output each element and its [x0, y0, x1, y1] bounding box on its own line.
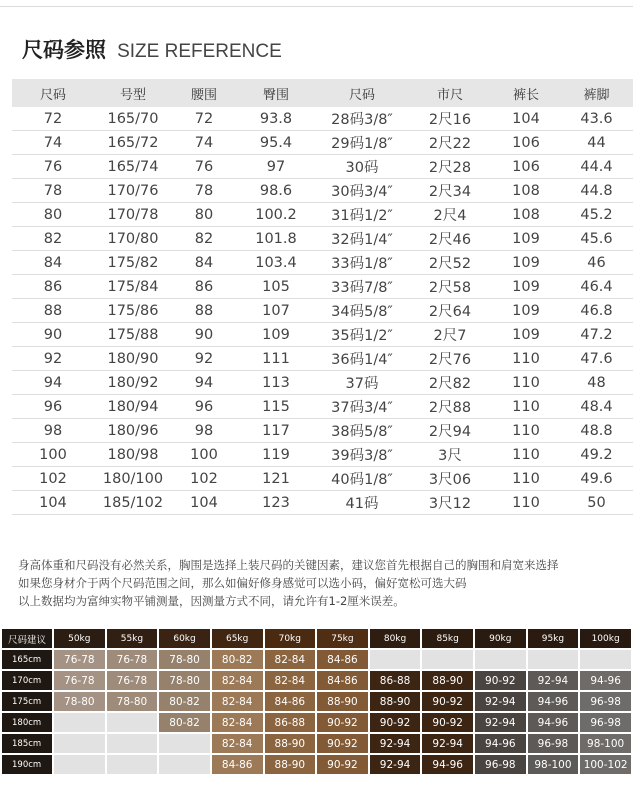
table-cell: 96	[172, 395, 236, 419]
size-cell: 90-92	[475, 671, 526, 690]
size-cell: 80-82	[159, 692, 210, 711]
table-cell: 90	[12, 323, 94, 347]
table-row	[12, 371, 633, 395]
table-cell: 82	[172, 227, 236, 251]
height-label: 175cm	[2, 692, 52, 711]
size-cell: 88-90	[265, 755, 316, 774]
table-cell: 117	[236, 419, 316, 443]
table-cell: 110	[492, 467, 560, 491]
table-row	[12, 251, 633, 275]
table-row	[12, 179, 633, 203]
height-label: 180cm	[2, 713, 52, 732]
size-cell: 90-92	[317, 755, 368, 774]
empty-cell	[422, 650, 473, 669]
table-cell: 102	[12, 467, 94, 491]
table-cell: 175/84	[94, 275, 172, 299]
table-cell: 38码5/8″	[316, 419, 408, 443]
size-cell: 76-78	[54, 650, 105, 669]
table-cell: 180/90	[94, 347, 172, 371]
size-cell: 92-94	[422, 734, 473, 753]
table-row	[12, 467, 633, 491]
table-row	[12, 347, 633, 371]
weight-header: 65kg	[212, 629, 263, 648]
note-line: 如果您身材介于两个尺码范围之间，那么如偏好修身感觉可以选小码，偏好宽松可选大码	[18, 576, 467, 590]
table-cell: 40码1/8″	[316, 467, 408, 491]
table-row	[12, 107, 633, 131]
size-cell: 80-82	[159, 713, 210, 732]
weight-header: 80kg	[370, 629, 421, 648]
table-cell: 44	[560, 131, 633, 155]
table-cell: 113	[236, 371, 316, 395]
table-cell: 2尺52	[408, 251, 492, 275]
table-cell: 33码7/8″	[316, 275, 408, 299]
weight-header: 50kg	[54, 629, 105, 648]
table-cell: 90	[172, 323, 236, 347]
table-cell: 86	[12, 275, 94, 299]
size-cell: 84-86	[212, 755, 263, 774]
table-cell: 31码1/2″	[316, 203, 408, 227]
table-cell: 2尺64	[408, 299, 492, 323]
size-recommendation-table	[0, 627, 633, 776]
weight-header: 95kg	[528, 629, 579, 648]
table-cell: 109	[492, 227, 560, 251]
weight-header: 60kg	[159, 629, 210, 648]
table-cell: 36码1/4″	[316, 347, 408, 371]
table-cell: 37码3/4″	[316, 395, 408, 419]
table-cell: 180/94	[94, 395, 172, 419]
table-cell: 48	[560, 371, 633, 395]
table-cell: 44.8	[560, 179, 633, 203]
table-cell: 110	[492, 371, 560, 395]
table-cell: 72	[172, 107, 236, 131]
empty-cell	[107, 734, 158, 753]
table-cell: 109	[492, 275, 560, 299]
note-line: 身高体重和尺码没有必然关系，胸围是选择上装尺码的关键因素，建议您首先根据自己的胸围和肩宽来选择	[18, 558, 559, 572]
table-cell: 94	[12, 371, 94, 395]
table-cell: 92	[12, 347, 94, 371]
size-cell: 98-100	[580, 734, 631, 753]
height-row	[2, 650, 631, 669]
size-cell: 82-84	[212, 734, 263, 753]
table-cell: 106	[492, 131, 560, 155]
table-cell: 28码3/8″	[316, 107, 408, 131]
weight-header: 70kg	[265, 629, 316, 648]
table-cell: 105	[236, 275, 316, 299]
size-cell: 96-98	[528, 734, 579, 753]
table-cell: 2尺34	[408, 179, 492, 203]
table-cell: 2尺46	[408, 227, 492, 251]
table-cell: 98	[172, 419, 236, 443]
table-cell: 185/102	[94, 491, 172, 515]
table-cell: 30码3/4″	[316, 179, 408, 203]
table-cell: 32码1/4″	[316, 227, 408, 251]
table-row	[12, 395, 633, 419]
table-cell: 47.2	[560, 323, 633, 347]
column-header: 市尺	[408, 79, 492, 107]
table-cell: 175/86	[94, 299, 172, 323]
table-cell: 100	[172, 443, 236, 467]
table-cell: 123	[236, 491, 316, 515]
note-line: 以上数据均为富绅实物平铺测量，因测量方式不同，请允许有1-2厘米误差。	[18, 594, 405, 608]
table-cell: 110	[492, 419, 560, 443]
table-row	[12, 227, 633, 251]
size-cell: 82-84	[212, 671, 263, 690]
empty-cell	[54, 734, 105, 753]
table-cell: 86	[172, 275, 236, 299]
table-cell: 2尺76	[408, 347, 492, 371]
table-cell: 100	[12, 443, 94, 467]
height-row	[2, 713, 631, 732]
size-cell: 90-92	[317, 713, 368, 732]
size-cell: 76-78	[54, 671, 105, 690]
column-header: 号型	[94, 79, 172, 107]
size-cell: 92-94	[528, 671, 579, 690]
table-cell: 49.6	[560, 467, 633, 491]
size-cell: 88-90	[370, 692, 421, 711]
empty-cell	[107, 713, 158, 732]
table-cell: 48.4	[560, 395, 633, 419]
table-cell: 93.8	[236, 107, 316, 131]
table-cell: 180/100	[94, 467, 172, 491]
empty-cell	[159, 734, 210, 753]
size-cell: 88-90	[265, 734, 316, 753]
table-cell: 110	[492, 491, 560, 515]
size-cell: 78-80	[107, 692, 158, 711]
table-cell: 92	[172, 347, 236, 371]
table-cell: 94	[172, 371, 236, 395]
size-cell: 94-96	[580, 671, 631, 690]
height-label: 165cm	[2, 650, 52, 669]
table-cell: 84	[172, 251, 236, 275]
weight-header: 75kg	[317, 629, 368, 648]
table-cell: 107	[236, 299, 316, 323]
size-cell: 84-86	[317, 671, 368, 690]
size-cell: 76-78	[107, 650, 158, 669]
weight-header: 100kg	[580, 629, 631, 648]
empty-cell	[159, 755, 210, 774]
table-cell: 97	[236, 155, 316, 179]
table-cell: 74	[172, 131, 236, 155]
empty-cell	[580, 650, 631, 669]
table-cell: 74	[12, 131, 94, 155]
size-cell: 90-92	[422, 713, 473, 732]
size-table-header	[12, 79, 633, 107]
size-cell: 86-88	[370, 671, 421, 690]
table-row	[12, 155, 633, 179]
table-cell: 39码3/8″	[316, 443, 408, 467]
column-header: 尺码	[316, 79, 408, 107]
table-cell: 2尺88	[408, 395, 492, 419]
table-cell: 103.4	[236, 251, 316, 275]
table-cell: 109	[236, 323, 316, 347]
table-cell: 109	[492, 299, 560, 323]
empty-cell	[475, 650, 526, 669]
page-title	[22, 36, 282, 64]
size-cell: 94-96	[422, 755, 473, 774]
table-cell: 33码1/8″	[316, 251, 408, 275]
table-row	[12, 491, 633, 515]
table-cell: 46.4	[560, 275, 633, 299]
size-cell: 92-94	[475, 692, 526, 711]
height-label: 190cm	[2, 755, 52, 774]
table-cell: 29码1/8″	[316, 131, 408, 155]
size-cell: 92-94	[370, 734, 421, 753]
table-cell: 48.8	[560, 419, 633, 443]
table-row	[12, 131, 633, 155]
table-cell: 170/78	[94, 203, 172, 227]
table-cell: 46	[560, 251, 633, 275]
table-cell: 45.6	[560, 227, 633, 251]
size-cell: 78-80	[159, 671, 210, 690]
table-cell: 108	[492, 203, 560, 227]
table-cell: 175/88	[94, 323, 172, 347]
empty-cell	[528, 650, 579, 669]
table-cell: 110	[492, 443, 560, 467]
table-cell: 80	[12, 203, 94, 227]
empty-cell	[54, 713, 105, 732]
size-cell: 82-84	[212, 713, 263, 732]
table-row	[12, 203, 633, 227]
table-cell: 104	[172, 491, 236, 515]
table-cell: 165/72	[94, 131, 172, 155]
table-cell: 43.6	[560, 107, 633, 131]
table-cell: 2尺16	[408, 107, 492, 131]
table-cell: 80	[172, 203, 236, 227]
table-cell: 78	[12, 179, 94, 203]
table-cell: 170/80	[94, 227, 172, 251]
table-cell: 165/74	[94, 155, 172, 179]
size-cell: 82-84	[265, 671, 316, 690]
table-cell: 3尺	[408, 443, 492, 467]
size-cell: 84-86	[265, 692, 316, 711]
table-cell: 98.6	[236, 179, 316, 203]
size-cell: 82-84	[212, 692, 263, 711]
empty-cell	[370, 650, 421, 669]
weight-header-row	[2, 629, 631, 648]
table-cell: 109	[492, 323, 560, 347]
title-en: SIZE REFERENCE	[117, 41, 282, 62]
table-cell: 110	[492, 347, 560, 371]
column-header: 裤长	[492, 79, 560, 107]
size-cell: 100-102	[580, 755, 631, 774]
table-cell: 102	[172, 467, 236, 491]
table-cell: 121	[236, 467, 316, 491]
top-divider	[0, 6, 633, 7]
table-cell: 49.2	[560, 443, 633, 467]
empty-cell	[54, 755, 105, 774]
size-cell: 94-96	[475, 734, 526, 753]
table-cell: 109	[492, 251, 560, 275]
table-cell: 108	[492, 179, 560, 203]
table-cell: 180/92	[94, 371, 172, 395]
size-cell: 90-92	[317, 734, 368, 753]
size-cell: 90-92	[370, 713, 421, 732]
column-header: 臀围	[236, 79, 316, 107]
table-row	[12, 443, 633, 467]
table-cell: 170/76	[94, 179, 172, 203]
column-header: 腰围	[172, 79, 236, 107]
weight-header: 55kg	[107, 629, 158, 648]
table-cell: 37码	[316, 371, 408, 395]
table-cell: 104	[492, 107, 560, 131]
table-cell: 35码1/2″	[316, 323, 408, 347]
table-cell: 95.4	[236, 131, 316, 155]
size-cell: 94-96	[528, 713, 579, 732]
table-cell: 2尺4	[408, 203, 492, 227]
table-cell: 100.2	[236, 203, 316, 227]
table-cell: 2尺28	[408, 155, 492, 179]
size-cell: 76-78	[107, 671, 158, 690]
size-cell: 92-94	[475, 713, 526, 732]
size-cell: 78-80	[159, 650, 210, 669]
title-cn: 尺码参照	[22, 38, 106, 62]
table-cell: 30码	[316, 155, 408, 179]
table-cell: 72	[12, 107, 94, 131]
empty-cell	[107, 755, 158, 774]
size-cell: 80-82	[212, 650, 263, 669]
table-cell: 45.2	[560, 203, 633, 227]
table-cell: 2尺7	[408, 323, 492, 347]
table-cell: 78	[172, 179, 236, 203]
table-cell: 111	[236, 347, 316, 371]
table-cell: 82	[12, 227, 94, 251]
table-row	[12, 299, 633, 323]
table-cell: 84	[12, 251, 94, 275]
size-cell: 82-84	[265, 650, 316, 669]
size-cell: 88-90	[422, 671, 473, 690]
size-notes	[18, 556, 628, 610]
table-cell: 47.6	[560, 347, 633, 371]
height-row	[2, 692, 631, 711]
table-cell: 110	[492, 395, 560, 419]
size-cell: 94-96	[528, 692, 579, 711]
height-row	[2, 734, 631, 753]
height-row	[2, 671, 631, 690]
size-cell: 92-94	[370, 755, 421, 774]
size-reference-table	[12, 79, 633, 515]
column-header: 裤脚	[560, 79, 633, 107]
table-cell: 76	[172, 155, 236, 179]
table-cell: 98	[12, 419, 94, 443]
column-header: 尺码	[12, 79, 94, 107]
size-cell: 98-100	[528, 755, 579, 774]
table-cell: 106	[492, 155, 560, 179]
height-label: 170cm	[2, 671, 52, 690]
table-cell: 46.8	[560, 299, 633, 323]
table-cell: 3尺06	[408, 467, 492, 491]
size-cell: 90-92	[422, 692, 473, 711]
size-cell: 96-98	[580, 713, 631, 732]
size-cell: 96-98	[475, 755, 526, 774]
table-cell: 180/96	[94, 419, 172, 443]
size-cell: 88-90	[317, 692, 368, 711]
weight-header: 90kg	[475, 629, 526, 648]
table-cell: 76	[12, 155, 94, 179]
table-cell: 88	[172, 299, 236, 323]
height-label: 185cm	[2, 734, 52, 753]
table-row	[12, 419, 633, 443]
weight-header: 85kg	[422, 629, 473, 648]
size-cell: 86-88	[265, 713, 316, 732]
table-cell: 2尺82	[408, 371, 492, 395]
table-cell: 3尺12	[408, 491, 492, 515]
table-cell: 50	[560, 491, 633, 515]
table-cell: 2尺22	[408, 131, 492, 155]
recommend-corner-label: 尺码建议	[2, 629, 52, 648]
table-cell: 175/82	[94, 251, 172, 275]
table-cell: 119	[236, 443, 316, 467]
table-cell: 165/70	[94, 107, 172, 131]
table-cell: 44.4	[560, 155, 633, 179]
table-cell: 104	[12, 491, 94, 515]
size-cell: 84-86	[317, 650, 368, 669]
table-cell: 115	[236, 395, 316, 419]
table-cell: 34码5/8″	[316, 299, 408, 323]
table-cell: 101.8	[236, 227, 316, 251]
table-cell: 41码	[316, 491, 408, 515]
table-cell: 96	[12, 395, 94, 419]
table-cell: 88	[12, 299, 94, 323]
size-cell: 96-98	[580, 692, 631, 711]
table-row	[12, 275, 633, 299]
table-cell: 2尺94	[408, 419, 492, 443]
height-row	[2, 755, 631, 774]
size-cell: 78-80	[54, 692, 105, 711]
table-cell: 180/98	[94, 443, 172, 467]
table-row	[12, 323, 633, 347]
table-cell: 2尺58	[408, 275, 492, 299]
